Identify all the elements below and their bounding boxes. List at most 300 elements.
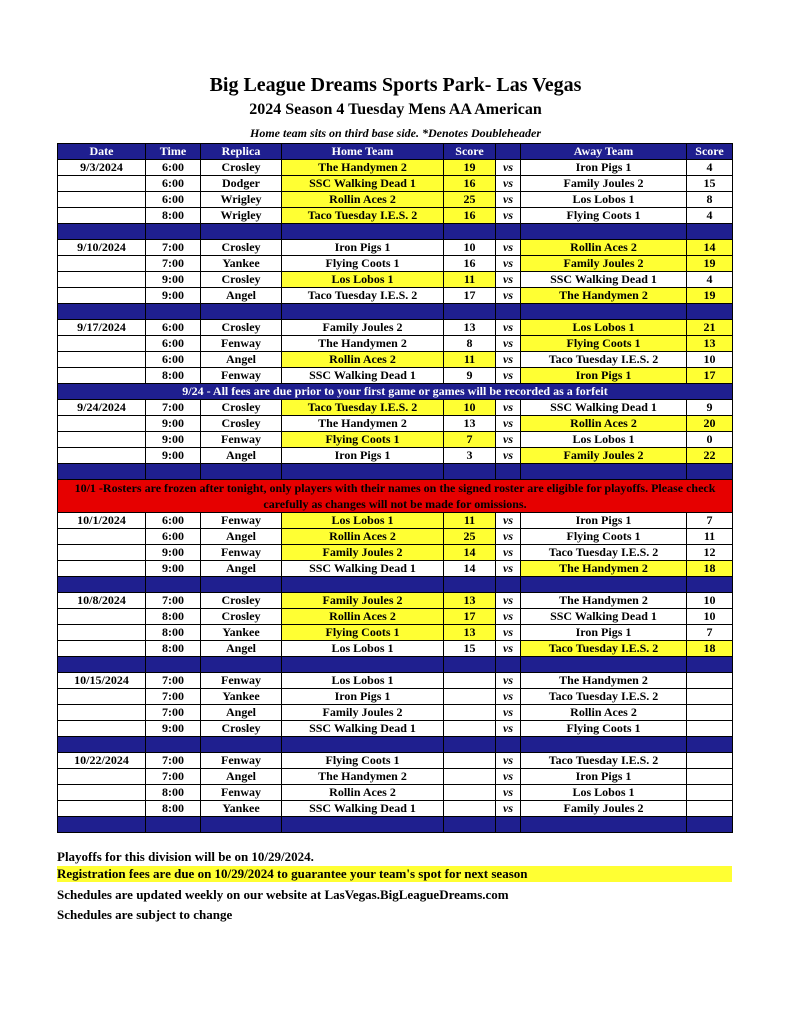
vs-label: vs xyxy=(496,240,521,256)
vs-label: vs xyxy=(496,801,521,817)
week-separator xyxy=(58,577,733,593)
home-score: 9 xyxy=(444,368,496,384)
header-row xyxy=(58,144,733,160)
vs-label: vs xyxy=(496,673,521,689)
away-score: 10 xyxy=(687,352,733,368)
home-team: Flying Coots 1 xyxy=(282,432,444,448)
vs-label: vs xyxy=(496,400,521,416)
separator-cell xyxy=(521,304,687,320)
game-time: 7:00 xyxy=(146,400,201,416)
game-date xyxy=(58,368,146,384)
away-team: Taco Tuesday I.E.S. 2 xyxy=(521,689,687,705)
away-score: 9 xyxy=(687,400,733,416)
separator-cell xyxy=(496,224,521,240)
separator-cell xyxy=(146,817,201,833)
away-team: Flying Coots 1 xyxy=(521,336,687,352)
away-score: 19 xyxy=(687,256,733,272)
game-date: 10/1/2024 xyxy=(58,513,146,529)
game-field: Angel xyxy=(201,288,282,304)
separator-cell xyxy=(496,817,521,833)
vs-label: vs xyxy=(496,641,521,657)
home-score: 11 xyxy=(444,352,496,368)
game-date xyxy=(58,352,146,368)
game-date xyxy=(58,609,146,625)
vs-label: vs xyxy=(496,561,521,577)
separator-cell xyxy=(521,817,687,833)
separator-cell xyxy=(282,737,444,753)
away-team: Los Lobos 1 xyxy=(521,432,687,448)
game-date xyxy=(58,192,146,208)
fee-notice-text: 9/24 - All fees are due prior to your first game or games will be recorded as a forfeit xyxy=(58,384,733,400)
home-team: Taco Tuesday I.E.S. 2 xyxy=(282,400,444,416)
game-field: Fenway xyxy=(201,785,282,801)
separator-cell xyxy=(496,657,521,673)
home-score xyxy=(444,673,496,689)
home-team: SSC Walking Dead 1 xyxy=(282,561,444,577)
schedule-note: Home team sits on third base side. *Denotes Doubleheader xyxy=(250,126,541,140)
vs-label: vs xyxy=(496,625,521,641)
game-row xyxy=(58,769,733,785)
separator-cell xyxy=(201,577,282,593)
vs-label: vs xyxy=(496,513,521,529)
game-time: 7:00 xyxy=(146,256,201,272)
game-date xyxy=(58,432,146,448)
away-team: SSC Walking Dead 1 xyxy=(521,609,687,625)
game-date xyxy=(58,545,146,561)
game-field: Fenway xyxy=(201,513,282,529)
game-time: 9:00 xyxy=(146,432,201,448)
away-score: 7 xyxy=(687,625,733,641)
away-score xyxy=(687,753,733,769)
game-time: 6:00 xyxy=(146,160,201,176)
game-time: 8:00 xyxy=(146,785,201,801)
away-team: Los Lobos 1 xyxy=(521,785,687,801)
separator-cell xyxy=(496,304,521,320)
separator-cell xyxy=(58,737,146,753)
game-field: Yankee xyxy=(201,689,282,705)
home-score: 8 xyxy=(444,336,496,352)
game-row xyxy=(58,641,733,657)
game-date xyxy=(58,208,146,224)
separator-cell xyxy=(687,657,733,673)
away-score: 21 xyxy=(687,320,733,336)
game-row xyxy=(58,272,733,288)
game-time: 6:00 xyxy=(146,320,201,336)
separator-cell xyxy=(146,304,201,320)
separator-cell xyxy=(444,657,496,673)
vs-label: vs xyxy=(496,529,521,545)
game-field: Angel xyxy=(201,529,282,545)
game-field: Fenway xyxy=(201,753,282,769)
game-time: 9:00 xyxy=(146,288,201,304)
separator-cell xyxy=(146,577,201,593)
home-score: 10 xyxy=(444,400,496,416)
vs-label: vs xyxy=(496,432,521,448)
home-team: Rollin Aces 2 xyxy=(282,529,444,545)
week-separator xyxy=(58,304,733,320)
separator-cell xyxy=(282,577,444,593)
home-score: 16 xyxy=(444,176,496,192)
game-field: Angel xyxy=(201,352,282,368)
away-score: 0 xyxy=(687,432,733,448)
away-score xyxy=(687,689,733,705)
game-row xyxy=(58,208,733,224)
home-team: Rollin Aces 2 xyxy=(282,609,444,625)
home-score: 16 xyxy=(444,256,496,272)
away-score: 13 xyxy=(687,336,733,352)
away-score: 4 xyxy=(687,208,733,224)
separator-cell xyxy=(687,224,733,240)
separator-cell xyxy=(444,224,496,240)
separator-cell xyxy=(496,577,521,593)
home-team: The Handymen 2 xyxy=(282,416,444,432)
game-date: 10/8/2024 xyxy=(58,593,146,609)
away-score xyxy=(687,705,733,721)
home-team: SSC Walking Dead 1 xyxy=(282,176,444,192)
game-time: 6:00 xyxy=(146,176,201,192)
game-row xyxy=(58,432,733,448)
home-team: Los Lobos 1 xyxy=(282,272,444,288)
separator-cell xyxy=(58,464,146,480)
away-team: Iron Pigs 1 xyxy=(521,513,687,529)
game-date xyxy=(58,705,146,721)
home-score: 25 xyxy=(444,529,496,545)
away-score: 4 xyxy=(687,272,733,288)
separator-cell xyxy=(687,577,733,593)
vs-label: vs xyxy=(496,336,521,352)
game-row xyxy=(58,352,733,368)
week-separator xyxy=(58,817,733,833)
home-score xyxy=(444,705,496,721)
separator-cell xyxy=(496,737,521,753)
col-away-score: Score xyxy=(687,144,733,160)
home-score: 17 xyxy=(444,288,496,304)
home-score: 17 xyxy=(444,609,496,625)
separator-cell xyxy=(687,464,733,480)
game-date xyxy=(58,625,146,641)
away-team: Flying Coots 1 xyxy=(521,529,687,545)
game-time: 7:00 xyxy=(146,240,201,256)
game-date: 9/3/2024 xyxy=(58,160,146,176)
away-team: The Handymen 2 xyxy=(521,673,687,689)
vs-label: vs xyxy=(496,609,521,625)
vs-label: vs xyxy=(496,721,521,737)
week-separator xyxy=(58,464,733,480)
week-separator xyxy=(58,737,733,753)
separator-cell xyxy=(201,817,282,833)
col-home-team: Home Team xyxy=(282,144,444,160)
home-team: The Handymen 2 xyxy=(282,769,444,785)
game-time: 9:00 xyxy=(146,416,201,432)
home-team: Rollin Aces 2 xyxy=(282,785,444,801)
vs-label: vs xyxy=(496,208,521,224)
separator-cell xyxy=(282,224,444,240)
game-row xyxy=(58,545,733,561)
game-field: Angel xyxy=(201,769,282,785)
away-score: 8 xyxy=(687,192,733,208)
home-team: Taco Tuesday I.E.S. 2 xyxy=(282,208,444,224)
home-team: Flying Coots 1 xyxy=(282,625,444,641)
game-field: Crosley xyxy=(201,240,282,256)
away-team: SSC Walking Dead 1 xyxy=(521,400,687,416)
col-replica: Replica xyxy=(201,144,282,160)
away-score xyxy=(687,769,733,785)
home-team: Los Lobos 1 xyxy=(282,513,444,529)
home-team: Family Joules 2 xyxy=(282,705,444,721)
col-time: Time xyxy=(146,144,201,160)
separator-cell xyxy=(201,464,282,480)
away-score: 15 xyxy=(687,176,733,192)
game-row xyxy=(58,416,733,432)
home-team: Rollin Aces 2 xyxy=(282,352,444,368)
separator-cell xyxy=(496,464,521,480)
away-team: Taco Tuesday I.E.S. 2 xyxy=(521,545,687,561)
away-team: The Handymen 2 xyxy=(521,288,687,304)
game-time: 8:00 xyxy=(146,609,201,625)
separator-cell xyxy=(146,224,201,240)
col-date: Date xyxy=(58,144,146,160)
away-score: 19 xyxy=(687,288,733,304)
game-time: 6:00 xyxy=(146,336,201,352)
vs-label: vs xyxy=(496,320,521,336)
home-team: Flying Coots 1 xyxy=(282,256,444,272)
schedule-table xyxy=(57,143,733,833)
game-field: Yankee xyxy=(201,801,282,817)
away-score: 7 xyxy=(687,513,733,529)
separator-cell xyxy=(58,304,146,320)
away-team: Family Joules 2 xyxy=(521,801,687,817)
away-score: 4 xyxy=(687,160,733,176)
away-team: Taco Tuesday I.E.S. 2 xyxy=(521,352,687,368)
game-time: 6:00 xyxy=(146,529,201,545)
home-score: 16 xyxy=(444,208,496,224)
game-field: Fenway xyxy=(201,545,282,561)
game-row xyxy=(58,368,733,384)
home-score: 19 xyxy=(444,160,496,176)
game-time: 8:00 xyxy=(146,801,201,817)
away-team: Rollin Aces 2 xyxy=(521,240,687,256)
home-score: 15 xyxy=(444,641,496,657)
away-score: 10 xyxy=(687,593,733,609)
page-subtitle: 2024 Season 4 Tuesday Mens AA American xyxy=(249,101,542,118)
separator-cell xyxy=(282,657,444,673)
game-row xyxy=(58,625,733,641)
game-time: 7:00 xyxy=(146,705,201,721)
separator-cell xyxy=(201,304,282,320)
game-date: 10/22/2024 xyxy=(58,753,146,769)
away-team: Los Lobos 1 xyxy=(521,320,687,336)
separator-cell xyxy=(146,737,201,753)
game-row xyxy=(58,240,733,256)
game-row xyxy=(58,320,733,336)
separator-cell xyxy=(521,657,687,673)
away-team: Rollin Aces 2 xyxy=(521,705,687,721)
game-row xyxy=(58,753,733,769)
away-score: 18 xyxy=(687,561,733,577)
away-team: Iron Pigs 1 xyxy=(521,160,687,176)
roster-alert-row xyxy=(58,480,733,513)
away-score: 14 xyxy=(687,240,733,256)
home-score: 7 xyxy=(444,432,496,448)
separator-cell xyxy=(687,304,733,320)
separator-cell xyxy=(687,817,733,833)
game-date xyxy=(58,689,146,705)
home-team: Flying Coots 1 xyxy=(282,753,444,769)
page-title: Big League Dreams Sports Park- Las Vegas xyxy=(209,74,582,96)
game-time: 7:00 xyxy=(146,689,201,705)
home-team: Iron Pigs 1 xyxy=(282,689,444,705)
game-time: 7:00 xyxy=(146,593,201,609)
vs-label: vs xyxy=(496,160,521,176)
away-team: Rollin Aces 2 xyxy=(521,416,687,432)
game-row xyxy=(58,400,733,416)
game-time: 6:00 xyxy=(146,352,201,368)
game-date: 9/17/2024 xyxy=(58,320,146,336)
game-date xyxy=(58,721,146,737)
away-team: Taco Tuesday I.E.S. 2 xyxy=(521,753,687,769)
game-row xyxy=(58,705,733,721)
col-away-team: Away Team xyxy=(521,144,687,160)
separator-cell xyxy=(444,737,496,753)
game-time: 9:00 xyxy=(146,448,201,464)
game-field: Crosley xyxy=(201,400,282,416)
away-score: 11 xyxy=(687,529,733,545)
away-team: Los Lobos 1 xyxy=(521,192,687,208)
game-field: Fenway xyxy=(201,336,282,352)
col-home-score: Score xyxy=(444,144,496,160)
game-field: Crosley xyxy=(201,609,282,625)
away-score: 22 xyxy=(687,448,733,464)
home-score xyxy=(444,753,496,769)
game-field: Crosley xyxy=(201,721,282,737)
separator-cell xyxy=(687,737,733,753)
fee-notice-row xyxy=(58,384,733,400)
game-time: 8:00 xyxy=(146,625,201,641)
vs-label: vs xyxy=(496,192,521,208)
separator-cell xyxy=(58,657,146,673)
home-score: 13 xyxy=(444,625,496,641)
game-field: Crosley xyxy=(201,593,282,609)
away-team: Iron Pigs 1 xyxy=(521,625,687,641)
home-score xyxy=(444,769,496,785)
game-date: 9/10/2024 xyxy=(58,240,146,256)
separator-cell xyxy=(201,224,282,240)
registration-note: Registration fees are due on 10/29/2024 to guarantee your team's spot for next season xyxy=(57,866,732,882)
game-row xyxy=(58,689,733,705)
separator-cell xyxy=(282,464,444,480)
home-team: Iron Pigs 1 xyxy=(282,448,444,464)
separator-cell xyxy=(58,577,146,593)
vs-label: vs xyxy=(496,368,521,384)
vs-label: vs xyxy=(496,785,521,801)
game-date xyxy=(58,256,146,272)
change-note: Schedules are subject to change xyxy=(57,907,233,922)
game-date: 9/24/2024 xyxy=(58,400,146,416)
separator-cell xyxy=(282,817,444,833)
game-date xyxy=(58,448,146,464)
home-score xyxy=(444,801,496,817)
game-field: Angel xyxy=(201,448,282,464)
game-time: 7:00 xyxy=(146,769,201,785)
game-time: 8:00 xyxy=(146,641,201,657)
away-team: Family Joules 2 xyxy=(521,176,687,192)
away-team: The Handymen 2 xyxy=(521,593,687,609)
home-score: 25 xyxy=(444,192,496,208)
away-team: Family Joules 2 xyxy=(521,448,687,464)
separator-cell xyxy=(282,304,444,320)
home-score: 14 xyxy=(444,561,496,577)
away-team: Family Joules 2 xyxy=(521,256,687,272)
game-date xyxy=(58,801,146,817)
game-field: Crosley xyxy=(201,272,282,288)
home-score: 10 xyxy=(444,240,496,256)
game-date xyxy=(58,176,146,192)
game-date xyxy=(58,529,146,545)
separator-cell xyxy=(201,737,282,753)
game-field: Yankee xyxy=(201,256,282,272)
home-team: The Handymen 2 xyxy=(282,336,444,352)
game-field: Crosley xyxy=(201,320,282,336)
game-date xyxy=(58,561,146,577)
game-row xyxy=(58,160,733,176)
game-row xyxy=(58,801,733,817)
vs-label: vs xyxy=(496,705,521,721)
col-vs xyxy=(496,144,521,160)
game-time: 6:00 xyxy=(146,192,201,208)
away-team: Iron Pigs 1 xyxy=(521,368,687,384)
separator-cell xyxy=(521,224,687,240)
game-row xyxy=(58,561,733,577)
game-time: 9:00 xyxy=(146,721,201,737)
home-score: 14 xyxy=(444,545,496,561)
away-score xyxy=(687,801,733,817)
vs-label: vs xyxy=(496,272,521,288)
game-row xyxy=(58,256,733,272)
game-row xyxy=(58,593,733,609)
separator-cell xyxy=(146,464,201,480)
away-score: 17 xyxy=(687,368,733,384)
home-team: Los Lobos 1 xyxy=(282,641,444,657)
separator-cell xyxy=(521,464,687,480)
game-date xyxy=(58,769,146,785)
game-row xyxy=(58,192,733,208)
home-score xyxy=(444,689,496,705)
vs-label: vs xyxy=(496,416,521,432)
home-team: Family Joules 2 xyxy=(282,593,444,609)
separator-cell xyxy=(444,304,496,320)
game-field: Dodger xyxy=(201,176,282,192)
home-team: Family Joules 2 xyxy=(282,545,444,561)
separator-cell xyxy=(58,817,146,833)
vs-label: vs xyxy=(496,256,521,272)
home-score xyxy=(444,721,496,737)
separator-cell xyxy=(444,817,496,833)
away-score: 18 xyxy=(687,641,733,657)
away-score: 20 xyxy=(687,416,733,432)
home-score: 13 xyxy=(444,593,496,609)
game-date xyxy=(58,288,146,304)
vs-label: vs xyxy=(496,753,521,769)
home-team: Family Joules 2 xyxy=(282,320,444,336)
home-team: The Handymen 2 xyxy=(282,160,444,176)
game-field: Fenway xyxy=(201,432,282,448)
away-score xyxy=(687,673,733,689)
away-team: SSC Walking Dead 1 xyxy=(521,272,687,288)
game-field: Crosley xyxy=(201,416,282,432)
vs-label: vs xyxy=(496,448,521,464)
away-team: Taco Tuesday I.E.S. 2 xyxy=(521,641,687,657)
game-field: Angel xyxy=(201,641,282,657)
